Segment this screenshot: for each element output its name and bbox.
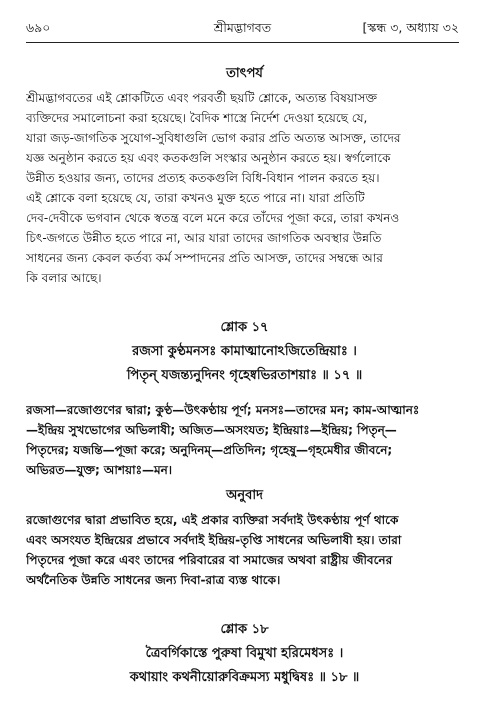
header-rule (26, 42, 459, 43)
page-header (26, 20, 459, 40)
verse-18-heading: শ্লোক ১৮ (220, 622, 269, 637)
purport-paragraph (26, 88, 453, 288)
translation-line: পিতৃদের পূজা করে এবং তাদের পরিবারের বা সমাজের অথবা রাষ্ট্রীয় জীবনের (26, 553, 393, 567)
verse-line: ত্রৈবর্গিকাস্তে পুরুষা বিমুখা হরিমেধসঃ । (145, 646, 344, 661)
purport-line: চিৎ-জগতে উন্নীত হতে পারে না, আর যারা তাদের জাগতিক অবস্থার উন্নতি (26, 231, 382, 245)
synonym-line: অভিরত—যুক্ত; আশয়াঃ—মন। (26, 463, 173, 477)
purport-line: যজ্ঞ অনুষ্ঠান করতে হয় এবং কতকগুলি সংস্কার অনুষ্ঠান করতে হয়। স্বর্গলোকে (26, 151, 391, 165)
purport-line: উন্নীত হওয়ার জন্য, তাদের প্রত্যহ কতকগুলি বিধি-বিধান পালন করতে হয়। (26, 171, 380, 185)
synonym-line: —ইন্দ্রিয় সুখভোগের অভিলাষী; অজিত—অসংযত; ইন্দ্রিয়াঃ—ইন্দ্রিয়; পিতৃন্— (26, 423, 397, 437)
translation-line: এবং অসংযত ইন্দ্রিয়ের প্রভাবে সর্বদাই ইন্দ্রিয়-তৃপ্তি সাধনের অভিলাষী হয়। তারা (26, 533, 402, 547)
verse-line: পিতৃন্ যজন্ত্যনুদিনং গৃহেষ্বভিরতাশয়াঃ ॥ ১৭ ॥ (126, 368, 363, 383)
purport-line: যারা জড়-জাগতিক সুযোগ-সুবিধাগুলি ভোগ করার প্রতি অত্যন্ত আসক্ত, তাদের (26, 131, 401, 145)
synonyms-paragraph (26, 400, 453, 480)
verse-17-heading: শ্লোক ১৭ (220, 320, 269, 335)
page-number: ৬৯০ (26, 20, 51, 35)
purport-line: শ্রীমদ্ভাগবতের এই শ্লোকটিতে এবং পরবর্তী ছয়টি শ্লোকে, অত্যন্ত বিষয়াসক্ত (26, 91, 378, 105)
purport-line: দেব-দেবীকে ভগবান থেকে স্বতন্ত্র বলে মনে করে তাঁদের পূজা করে, তারা কখনও (26, 211, 400, 225)
section-reference: [স্কন্ধ ৩, অধ্যায় ৩২ (362, 20, 459, 35)
translation-paragraph (26, 510, 453, 590)
synonym-line: পিতৃদের; যজন্তি—পূজা করে; অনুদিনম্—প্রতিদিন; গৃহেষু—গৃহমেধীর জীবনে; (26, 443, 393, 457)
verse-line: কথায়াং কথনীয়োরুবিক্রমস্য মধুদ্বিষঃ ॥ ১৮ ॥ (129, 670, 360, 685)
purport-line: এই শ্লোকে বলা হয়েছে যে, তারা কখনও মুক্ত হতে পারে না। যারা প্রতিটি (26, 191, 365, 205)
purport-line: কি বলার আছে। (26, 271, 102, 285)
purport-line: সাধনের জন্য কেবল কর্তব্য কর্ম সম্পাদনের প্রতি আসক্ত, তাদের সম্বন্ধে আর (26, 251, 383, 265)
purport-title: তাৎপর্য (226, 66, 263, 81)
translation-line: অর্থনৈতিক উন্নতি সাধনের জন্য দিবা-রাত্র ব্যস্ত থাকে। (26, 573, 281, 587)
book-title: শ্রীমদ্ভাগবত (213, 20, 272, 35)
verse-17-text (0, 340, 489, 388)
translation-title: অনুবাদ (226, 488, 263, 503)
purport-line: ব্যক্তিদের সমালোচনা করা হয়েছে। বৈদিক শাস্ত্রে নির্দেশ দেওয়া হয়েছে যে, (26, 111, 368, 125)
synonym-line: রজসা—রজোগুণের দ্বারা; কুণ্ঠ—উৎকণ্ঠায় পূর্ণ; মনসঃ—তাদের মন; কাম-আত্মানঃ (26, 403, 420, 417)
verse-line: রজসা কুণ্ঠমনসঃ কামাত্মানোঽজিতেন্দ্রিয়াঃ । (132, 344, 357, 359)
translation-line: রজোগুণের দ্বারা প্রভাবিত হয়ে, এই প্রকার ব্যক্তিরা সর্বদাই উৎকণ্ঠায় পূর্ণ থাকে (26, 513, 399, 527)
verse-18-text (0, 642, 489, 690)
